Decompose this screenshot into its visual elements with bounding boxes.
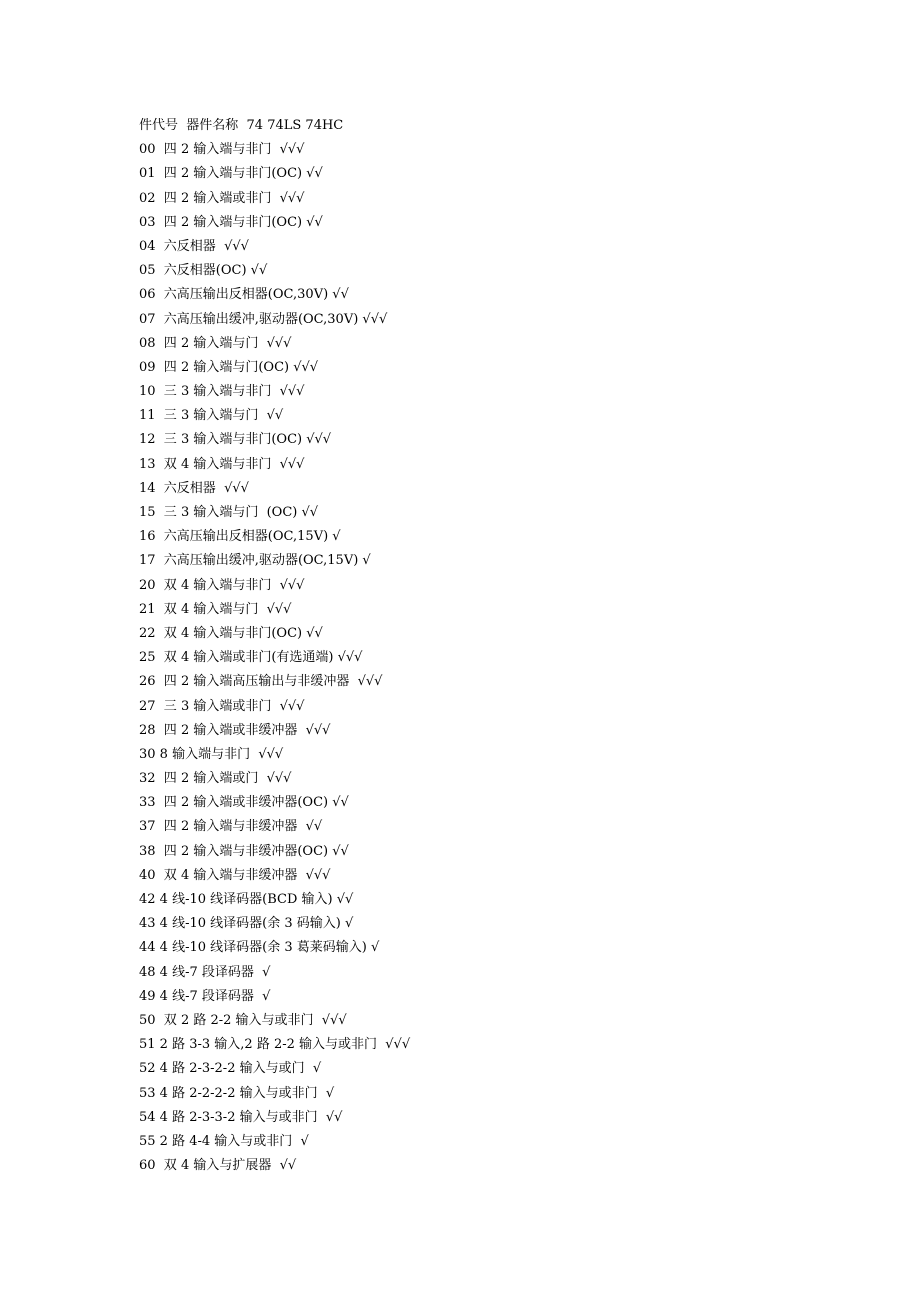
list-item: 00 四 2 输入端与非门 √√√ bbox=[139, 142, 305, 158]
list-item: 54 4 路 2-3-3-2 输入与或非门 √√ bbox=[139, 1109, 343, 1125]
component-list bbox=[139, 114, 839, 1178]
list-item: 22 双 4 输入端与非门(OC) √√ bbox=[139, 625, 323, 641]
list-item: 13 双 4 输入端与非门 √√√ bbox=[139, 456, 305, 472]
list-item: 30 8 输入端与非门 √√√ bbox=[139, 746, 284, 762]
list-item: 26 四 2 输入端高压输出与非缓冲器 √√√ bbox=[139, 674, 383, 690]
list-item: 53 4 路 2-2-2-2 输入与或非门 √ bbox=[139, 1085, 335, 1101]
list-item: 14 六反相器 √√√ bbox=[139, 480, 249, 496]
list-item: 08 四 2 输入端与门 √√√ bbox=[139, 335, 292, 351]
list-item: 03 四 2 输入端与非门(OC) √√ bbox=[139, 214, 323, 230]
list-item: 07 六高压输出缓冲,驱动器(OC,30V) √√√ bbox=[139, 311, 388, 327]
list-item: 12 三 3 输入端与非门(OC) √√√ bbox=[139, 432, 332, 448]
list-item: 09 四 2 输入端与门(OC) √√√ bbox=[139, 359, 319, 375]
list-item: 43 4 线-10 线译码器(余 3 码输入) √ bbox=[139, 916, 354, 932]
list-item: 52 4 路 2-3-2-2 输入与或门 √ bbox=[139, 1061, 322, 1077]
list-item: 16 六高压输出反相器(OC,15V) √ bbox=[139, 529, 341, 545]
list-item: 01 四 2 输入端与非门(OC) √√ bbox=[139, 166, 323, 182]
list-item: 51 2 路 3-3 输入,2 路 2-2 输入与或非门 √√√ bbox=[139, 1037, 411, 1053]
list-item: 20 双 4 输入端与非门 √√√ bbox=[139, 577, 305, 593]
list-item: 33 四 2 输入端或非缓冲器(OC) √√ bbox=[139, 795, 349, 811]
list-item: 48 4 线-7 段译码器 √ bbox=[139, 964, 271, 980]
list-item: 21 双 4 输入端与门 √√√ bbox=[139, 601, 292, 617]
list-item: 50 双 2 路 2-2 输入与或非门 √√√ bbox=[139, 1012, 347, 1028]
list-item: 40 双 4 输入端与非缓冲器 √√√ bbox=[139, 867, 331, 883]
list-item: 06 六高压输出反相器(OC,30V) √√ bbox=[139, 287, 349, 303]
list-item: 11 三 3 输入端与门 √√ bbox=[139, 408, 284, 424]
list-item: 17 六高压输出缓冲,驱动器(OC,15V) √ bbox=[139, 553, 371, 569]
list-item: 10 三 3 输入端与非门 √√√ bbox=[139, 384, 305, 400]
list-item: 28 四 2 输入端或非缓冲器 √√√ bbox=[139, 722, 331, 738]
list-item: 42 4 线-10 线译码器(BCD 输入) √√ bbox=[139, 892, 354, 907]
list-item: 25 双 4 输入端或非门(有选通端) √√√ bbox=[139, 650, 363, 666]
list-item: 55 2 路 4-4 输入与或非门 √ bbox=[139, 1133, 309, 1149]
list-item: 32 四 2 输入端或门 √√√ bbox=[139, 771, 292, 787]
list-item: 44 4 线-10 线译码器(余 3 葛莱码输入) √ bbox=[139, 940, 380, 956]
list-item: 27 三 3 输入端或非门 √√√ bbox=[139, 698, 305, 714]
list-item: 38 四 2 输入端与非缓冲器(OC) √√ bbox=[139, 843, 349, 859]
list-item: 49 4 线-7 段译码器 √ bbox=[139, 988, 271, 1004]
list-header: 件代号 器件名称 74 74LS 74HC bbox=[139, 118, 344, 133]
list-item: 02 四 2 输入端或非门 √√√ bbox=[139, 190, 305, 206]
list-item: 05 六反相器(OC) √√ bbox=[139, 263, 268, 279]
list-item: 37 四 2 输入端与非缓冲器 √√ bbox=[139, 819, 323, 835]
list-item: 04 六反相器 √√√ bbox=[139, 238, 249, 254]
list-item: 15 三 3 输入端与门 (OC) √√ bbox=[139, 505, 319, 520]
list-item: 60 双 4 输入与扩展器 √√ bbox=[139, 1158, 297, 1174]
